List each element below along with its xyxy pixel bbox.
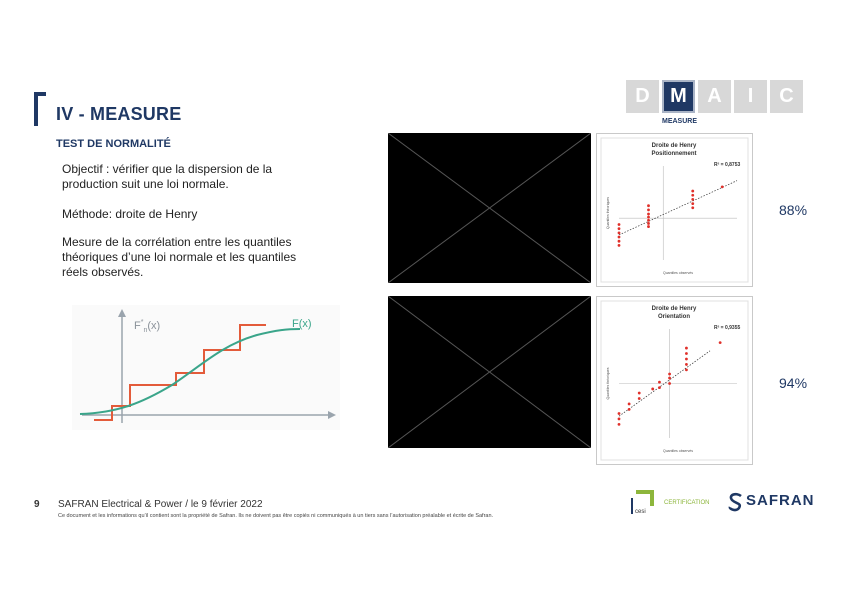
data-point [719, 341, 722, 344]
method-text: Méthode: droite de Henry [62, 207, 198, 221]
data-point [647, 219, 650, 222]
henry-chart-svg [597, 134, 752, 286]
data-point [647, 222, 650, 225]
footer-legal: Ce document et les informations qu’il contient sont la propriété de Safran. Ils ne doivent pas être copiés ni communiqués à un tiers sans l’autorisation préalable et écrite de Safran. [58, 513, 494, 519]
chart-ylabel: Quantiles théoriques [606, 196, 610, 230]
data-point [691, 194, 694, 197]
data-point [691, 190, 694, 193]
data-point [691, 206, 694, 209]
page-title: IV - MEASURE [56, 104, 182, 124]
chart-xlabel: Quantiles observés [663, 449, 693, 453]
chart-xlabel: Quantiles observés [663, 271, 693, 275]
r2-label: R² = 0,9355 [714, 325, 741, 331]
dmaic-c: C [770, 80, 803, 113]
percent-positioning: 88% [779, 202, 808, 218]
image-placeholder-2 [388, 296, 591, 448]
objective-text: Objectif : vérifier que la dispersion de la production suit une loi normale. [62, 162, 273, 191]
data-point [691, 198, 694, 201]
data-point [647, 213, 650, 216]
data-point [647, 225, 650, 228]
label-fn: $F^*_n(x)$ [134, 319, 161, 334]
chart-frame [601, 138, 748, 282]
label-F: F(x) [292, 318, 312, 330]
data-point [685, 358, 688, 361]
data-point [628, 408, 631, 411]
certification-label: CERTIFICATION [664, 500, 710, 506]
data-point [618, 412, 621, 415]
data-point [628, 403, 631, 406]
henry-chart-positioning [596, 133, 753, 287]
cdf-figure [72, 305, 340, 430]
measure-text: Mesure de la corrélation entre les quantiles théoriques d’une loi normale et les quantiles réels observés. [62, 235, 297, 279]
data-point [685, 347, 688, 350]
data-point [658, 386, 661, 389]
dmaic-i: I [734, 80, 767, 113]
data-point [668, 377, 671, 380]
data-point [618, 418, 621, 421]
title-bracket [34, 92, 46, 126]
data-point [658, 381, 661, 384]
footer-line: SAFRAN Electrical & Power / le 9 février 2022 [58, 499, 263, 510]
cdf-svg [72, 305, 340, 430]
data-point [685, 352, 688, 355]
cesi-logo [628, 488, 656, 516]
dmaic-label: MEASURE [662, 118, 698, 125]
data-point [638, 392, 641, 395]
chart-ylabel: Quantiles théoriques [606, 367, 610, 400]
data-point [638, 397, 641, 400]
dmaic-bar [626, 80, 803, 113]
theoretical-cdf-curve [80, 329, 300, 414]
data-point [721, 185, 724, 188]
data-point [618, 227, 621, 230]
dmaic-d: D [626, 80, 659, 113]
r2-label: R² = 0,8753 [714, 162, 741, 168]
data-point [647, 216, 650, 219]
data-point [668, 373, 671, 376]
data-point [651, 388, 654, 391]
data-point [647, 208, 650, 211]
page-number: 9 [34, 499, 40, 510]
x-arrow [328, 411, 336, 419]
empirical-cdf-steps [94, 325, 266, 420]
chart-subtitle: Orientation [657, 314, 691, 320]
safran-logo-icon [726, 492, 746, 512]
chart-subtitle: Positionnement [651, 151, 697, 157]
section-heading: TEST DE NORMALITÉ [56, 138, 171, 150]
safran-logo-text: SAFRAN [746, 492, 815, 509]
data-point [691, 202, 694, 205]
chart-title: Droite de Henry [651, 143, 697, 149]
data-point [685, 368, 688, 371]
data-point [618, 423, 621, 426]
image-placeholder-1 [388, 133, 591, 283]
data-point [618, 231, 621, 234]
data-point [647, 204, 650, 207]
data-point [668, 382, 671, 385]
dmaic-a: A [698, 80, 731, 113]
trendline [619, 181, 737, 235]
data-point [618, 223, 621, 226]
data-point [618, 244, 621, 247]
data-point [685, 363, 688, 366]
henry-chart-svg [597, 297, 752, 464]
henry-chart-orientation [596, 296, 753, 465]
data-point [618, 240, 621, 243]
data-point [618, 236, 621, 239]
y-arrow [118, 309, 126, 317]
dmaic-m: M [662, 80, 695, 113]
chart-title: Droite de Henry [651, 306, 697, 312]
percent-orientation: 94% [779, 375, 808, 391]
svg-text:cesi: cesi [635, 509, 646, 515]
